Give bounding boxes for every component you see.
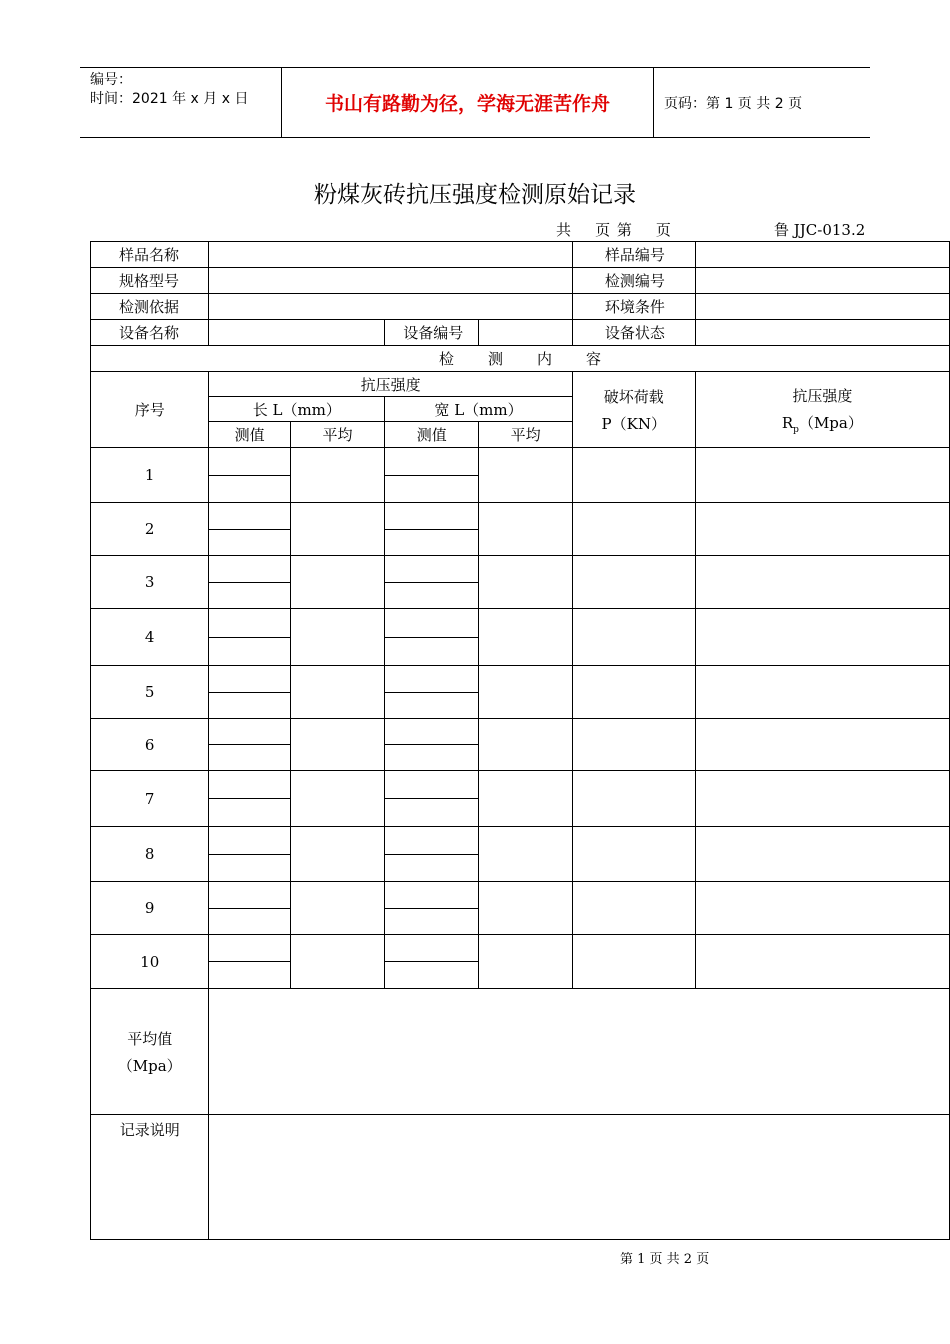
- seq-cell: 8: [91, 827, 209, 882]
- width-measured-split: [385, 882, 478, 934]
- sample-no-label: 样品编号: [572, 242, 695, 268]
- failure-load-cell[interactable]: [572, 609, 695, 666]
- width-average-cell[interactable]: [479, 556, 572, 609]
- seq-cell: 6: [91, 719, 209, 771]
- seq-cell: 1: [91, 448, 209, 503]
- length-header: 长 L（mm）: [209, 397, 385, 422]
- page-total-text: 共 页 第 页: [556, 221, 672, 239]
- length-measured-split: [209, 666, 289, 718]
- failure-load-header: [572, 372, 695, 448]
- length-average-cell[interactable]: [290, 503, 384, 556]
- length-measured-split-upper[interactable]: [209, 609, 289, 638]
- length-measured-cell: [209, 719, 290, 771]
- length-measured-cell: [209, 827, 290, 882]
- equip-name-field[interactable]: [209, 320, 385, 346]
- length-average-cell[interactable]: [290, 448, 384, 503]
- content-heading-row: [91, 346, 950, 372]
- length-measured-split-upper[interactable]: [209, 935, 289, 962]
- comp-strength-cell[interactable]: [695, 666, 949, 719]
- length-measured-split: [209, 882, 289, 934]
- header-band: [80, 67, 870, 138]
- equip-no-field[interactable]: [479, 320, 572, 346]
- comp-strength-cell[interactable]: [695, 503, 949, 556]
- table-row: [91, 827, 950, 882]
- record-note-field[interactable]: [209, 1115, 950, 1240]
- width-average-cell[interactable]: [479, 719, 572, 771]
- header-left: [80, 68, 281, 137]
- failure-load-cell[interactable]: [572, 556, 695, 609]
- seq-cell: 7: [91, 771, 209, 827]
- page-title: 粉煤灰砖抗压强度检测原始记录: [314, 182, 636, 208]
- length-measured-split-lower[interactable]: [209, 909, 289, 935]
- width-measured-split: [385, 503, 478, 555]
- width-measured-split: [385, 719, 478, 770]
- seq-cell: 9: [91, 882, 209, 935]
- width-measured-split-upper[interactable]: [385, 503, 478, 530]
- sample-name-label: 样品名称: [91, 242, 209, 268]
- table-row: [91, 882, 950, 935]
- info-row: [91, 320, 950, 346]
- width-measured-split: [385, 827, 478, 881]
- length-average-cell[interactable]: [290, 882, 384, 935]
- length-measured-split: [209, 556, 289, 608]
- width-measured-split-lower[interactable]: [385, 962, 478, 988]
- spec-model-field[interactable]: [209, 268, 572, 294]
- comp-strength-line1: 抗压强度: [792, 386, 853, 405]
- width-average-cell[interactable]: [479, 935, 572, 989]
- length-measured-split-upper[interactable]: [209, 556, 289, 583]
- failure-load-cell[interactable]: [572, 935, 695, 989]
- length-measured-split-lower[interactable]: [209, 962, 289, 988]
- comp-strength-cell[interactable]: [695, 882, 949, 935]
- width-average-cell[interactable]: [479, 666, 572, 719]
- length-measured-split: [209, 719, 289, 770]
- failure-load-cell[interactable]: [572, 882, 695, 935]
- width-measured-cell: [385, 935, 479, 989]
- comp-strength-line2: [696, 412, 949, 435]
- failure-load-line2: P（KN）: [601, 414, 666, 433]
- length-measured-cell: [209, 666, 290, 719]
- length-measured-header: 测值: [209, 422, 290, 448]
- length-measured-split-lower[interactable]: [209, 638, 289, 666]
- width-measured-split-lower[interactable]: [385, 799, 478, 826]
- width-average-header: 平均: [479, 422, 572, 448]
- length-average-cell[interactable]: [290, 666, 384, 719]
- width-average-cell[interactable]: [479, 448, 572, 503]
- test-no-label: 检测编号: [572, 268, 695, 294]
- comp-strength-cell[interactable]: [695, 609, 949, 666]
- seq-cell: 5: [91, 666, 209, 719]
- comp-strength-cell[interactable]: [695, 935, 949, 989]
- length-measured-split: [209, 771, 289, 826]
- length-average-cell[interactable]: [290, 609, 384, 666]
- table-row: [91, 448, 950, 503]
- table-row: [91, 503, 950, 556]
- width-measured-split-upper[interactable]: [385, 448, 478, 476]
- length-measured-split-upper[interactable]: [209, 827, 289, 855]
- rp-sub: p: [793, 424, 799, 435]
- average-row: [91, 989, 950, 1115]
- width-measured-split-upper[interactable]: [385, 882, 478, 909]
- length-average-cell[interactable]: [290, 935, 384, 989]
- width-measured-split-upper[interactable]: [385, 935, 478, 962]
- col-header-row: [91, 372, 950, 397]
- seq-cell: 4: [91, 609, 209, 666]
- info-row: [91, 294, 950, 320]
- length-average-cell[interactable]: [290, 556, 384, 609]
- equip-no-label: 设备编号: [385, 320, 479, 346]
- width-measured-split-lower[interactable]: [385, 693, 478, 719]
- length-measured-split-lower[interactable]: [209, 530, 289, 556]
- width-measured-split: [385, 556, 478, 608]
- width-average-cell[interactable]: [479, 827, 572, 882]
- width-measured-cell: [385, 771, 479, 827]
- length-measured-split-lower[interactable]: [209, 745, 289, 770]
- env-cond-field[interactable]: [695, 294, 949, 320]
- info-row: [91, 242, 950, 268]
- length-average-cell[interactable]: [290, 771, 384, 827]
- table-row: [91, 719, 950, 771]
- seq-cell: 2: [91, 503, 209, 556]
- width-measured-cell: [385, 719, 479, 771]
- table-row: [91, 609, 950, 666]
- env-cond-label: 环境条件: [572, 294, 695, 320]
- length-measured-split: [209, 935, 289, 988]
- comp-strength-header: [695, 372, 949, 448]
- length-measured-cell: [209, 556, 290, 609]
- width-measured-cell: [385, 556, 479, 609]
- average-value-field[interactable]: [209, 989, 950, 1115]
- record-note-label: 记录说明: [91, 1115, 209, 1240]
- record-form: [90, 241, 950, 1240]
- length-measured-split-upper[interactable]: [209, 503, 289, 530]
- record-note-row: [91, 1115, 950, 1240]
- length-measured-split-lower[interactable]: [209, 693, 289, 719]
- length-measured-cell: [209, 771, 290, 827]
- form-code: 鲁 JJC-013.2: [774, 221, 866, 239]
- width-measured-cell: [385, 827, 479, 882]
- rp-base: R: [781, 413, 794, 432]
- test-basis-field[interactable]: [209, 294, 572, 320]
- width-measured-cell: [385, 609, 479, 666]
- length-measured-cell: [209, 448, 290, 503]
- motto: 书山有路勤为径，学海无涯苦作舟: [281, 68, 654, 137]
- width-measured-split-upper[interactable]: [385, 609, 478, 638]
- spec-model-label: 规格型号: [91, 268, 209, 294]
- test-basis-label: 检测依据: [91, 294, 209, 320]
- seq-cell: 10: [91, 935, 209, 989]
- length-measured-split-upper[interactable]: [209, 666, 289, 693]
- average-label-1: 平均值: [127, 1029, 173, 1048]
- width-header: 宽 L（mm）: [385, 397, 573, 422]
- width-measured-split: [385, 609, 478, 665]
- failure-load-cell[interactable]: [572, 827, 695, 882]
- length-measured-split-upper[interactable]: [209, 448, 289, 476]
- width-measured-cell: [385, 503, 479, 556]
- failure-load-cell[interactable]: [572, 771, 695, 827]
- number-label: 编号：: [90, 72, 132, 88]
- width-average-cell[interactable]: [479, 609, 572, 666]
- length-measured-split-lower[interactable]: [209, 855, 289, 882]
- table-row: [91, 935, 950, 989]
- length-average-cell[interactable]: [290, 719, 384, 771]
- comp-strength-cell[interactable]: [695, 556, 949, 609]
- table-row: [91, 666, 950, 719]
- equip-name-label: 设备名称: [91, 320, 209, 346]
- width-measured-split-upper[interactable]: [385, 666, 478, 693]
- failure-load-line1: 破坏荷载: [603, 387, 664, 406]
- comp-strength-group-header: 抗压强度: [209, 372, 572, 397]
- length-measured-cell: [209, 503, 290, 556]
- width-measured-cell: [385, 882, 479, 935]
- comp-strength-cell[interactable]: [695, 448, 949, 503]
- seq-cell: 3: [91, 556, 209, 609]
- length-measured-split-upper[interactable]: [209, 719, 289, 745]
- failure-load-cell[interactable]: [572, 666, 695, 719]
- info-row: [91, 268, 950, 294]
- sample-name-field[interactable]: [209, 242, 572, 268]
- length-measured-cell: [209, 609, 290, 666]
- content-heading: 检测内容: [438, 350, 635, 368]
- width-measured-split-lower[interactable]: [385, 745, 478, 770]
- table-row: [91, 556, 950, 609]
- table-row: [91, 771, 950, 827]
- length-measured-cell: [209, 882, 290, 935]
- width-measured-split: [385, 935, 478, 988]
- length-measured-split-lower[interactable]: [209, 799, 289, 826]
- time-text: 时间：2021 年 x 月 x 日: [90, 91, 249, 107]
- comp-strength-cell[interactable]: [695, 719, 949, 771]
- sample-no-field[interactable]: [695, 242, 949, 268]
- length-measured-split-upper[interactable]: [209, 882, 289, 909]
- width-measured-split-lower[interactable]: [385, 855, 478, 882]
- width-average-cell[interactable]: [479, 503, 572, 556]
- failure-load-cell[interactable]: [572, 503, 695, 556]
- length-measured-split: [209, 827, 289, 881]
- width-measured-split-upper[interactable]: [385, 771, 478, 799]
- width-measured-cell: [385, 666, 479, 719]
- equip-status-field[interactable]: [695, 320, 949, 346]
- comp-strength-cell[interactable]: [695, 771, 949, 827]
- length-measured-cell: [209, 935, 290, 989]
- width-measured-split: [385, 771, 478, 826]
- footer-page-text: 第 1 页 共 2 页: [620, 1252, 710, 1267]
- width-measured-split-lower[interactable]: [385, 583, 478, 609]
- width-measured-header: 测值: [385, 422, 479, 448]
- length-measured-split: [209, 503, 289, 555]
- width-average-cell[interactable]: [479, 771, 572, 827]
- width-measured-split-lower[interactable]: [385, 476, 478, 503]
- comp-strength-cell[interactable]: [695, 827, 949, 882]
- rp-unit: （Mpa）: [798, 413, 863, 432]
- equip-status-label: 设备状态: [572, 320, 695, 346]
- length-measured-split-lower[interactable]: [209, 583, 289, 609]
- length-average-header: 平均: [290, 422, 384, 448]
- length-measured-split-lower[interactable]: [209, 476, 289, 503]
- length-measured-split: [209, 448, 289, 502]
- width-measured-split-lower[interactable]: [385, 909, 478, 935]
- average-label-cell: [91, 989, 209, 1115]
- width-average-cell[interactable]: [479, 882, 572, 935]
- width-measured-split-lower[interactable]: [385, 638, 478, 666]
- width-measured-split: [385, 666, 478, 718]
- length-measured-split: [209, 609, 289, 665]
- average-label-2: （Mpa）: [117, 1056, 182, 1075]
- failure-load-cell[interactable]: [572, 448, 695, 503]
- seq-header: 序号: [91, 372, 209, 448]
- length-measured-split-upper[interactable]: [209, 771, 289, 799]
- width-measured-split-upper[interactable]: [385, 827, 478, 855]
- width-measured-split-lower[interactable]: [385, 530, 478, 556]
- width-measured-split-upper[interactable]: [385, 556, 478, 583]
- length-average-cell[interactable]: [290, 827, 384, 882]
- width-measured-split: [385, 448, 478, 502]
- page-code: 页码：第 1 页 共 2 页: [664, 95, 803, 112]
- width-measured-split-upper[interactable]: [385, 719, 478, 745]
- failure-load-cell[interactable]: [572, 719, 695, 771]
- width-measured-cell: [385, 448, 479, 503]
- test-no-field[interactable]: [695, 268, 949, 294]
